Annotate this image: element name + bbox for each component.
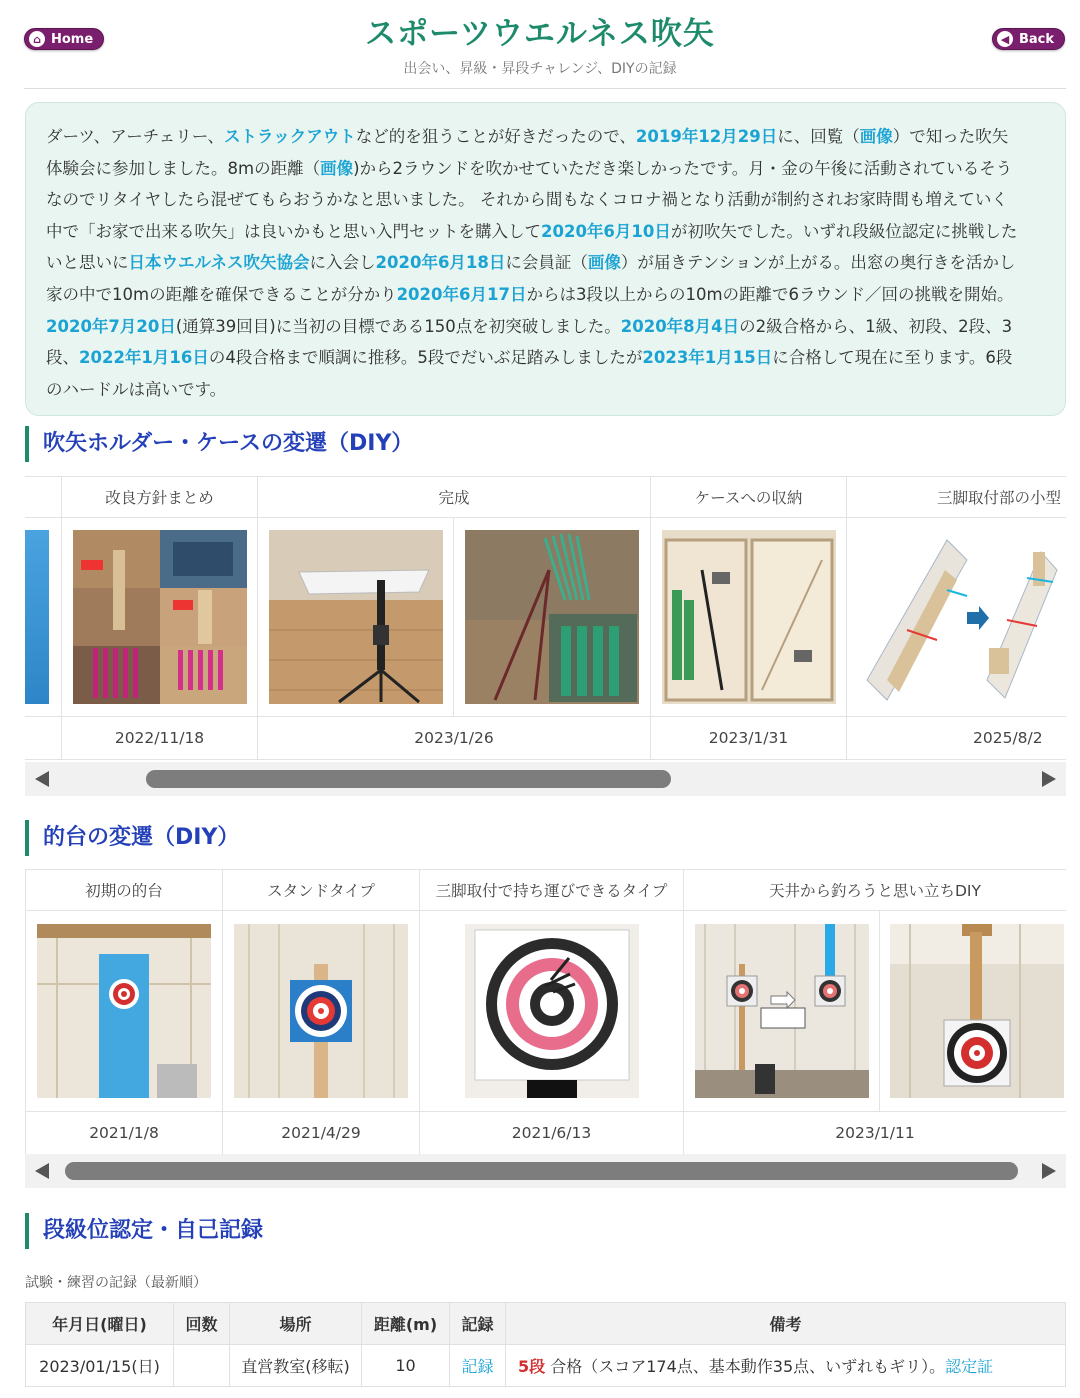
cell-date: 2023/01/15(日) bbox=[26, 1345, 174, 1387]
gallery-header-cell: 完成 bbox=[257, 477, 650, 517]
page-title: スポーツウエルネス吹矢 bbox=[365, 16, 715, 52]
header-divider bbox=[24, 88, 1066, 89]
gallery-image-cell bbox=[650, 518, 846, 716]
col-header-count: 回数 bbox=[174, 1303, 230, 1345]
scroll-left-arrow-icon[interactable] bbox=[35, 771, 49, 787]
back-button-label: Back bbox=[1018, 31, 1054, 47]
gallery-header-cell: スタンドタイプ bbox=[222, 870, 419, 910]
gallery-date-cell: 2021/6/13 bbox=[419, 1112, 683, 1154]
record-link[interactable]: 記録 bbox=[461, 1357, 494, 1376]
intro-text: (通算39回目)に当初の目標である150点を初突破しました。 bbox=[175, 316, 621, 336]
photo-ceiling-hang-1[interactable] bbox=[695, 924, 869, 1098]
gallery-date-cell: 2025/8/2 bbox=[846, 717, 1066, 759]
intro-line: なのでリタイヤしたら混ぜてもらおうかなと思いました。 それから間もなくコロナ禍となり活動が制約されお家時間も増えていく bbox=[46, 190, 1008, 210]
records-caption: 試験・練習の記録（最新順） bbox=[25, 1275, 207, 1291]
gallery-date-cell: 2022/11/18 bbox=[61, 717, 257, 759]
holder-scrollbar[interactable] bbox=[25, 762, 1066, 796]
intro-link-struckout[interactable]: ストラックアウト bbox=[224, 127, 356, 146]
intro-link-date[interactable]: 2020年6月17日 bbox=[396, 284, 527, 304]
photo-improvement-collage[interactable] bbox=[73, 530, 247, 704]
cell-note bbox=[506, 1345, 1066, 1387]
scroll-right-arrow-icon[interactable] bbox=[1042, 771, 1056, 787]
col-header-date: 年月日(曜日) bbox=[26, 1303, 174, 1345]
gallery-header-cell: 天井から釣ろうと思い立ちDIY bbox=[683, 870, 1066, 910]
scrollbar-thumb[interactable] bbox=[146, 770, 671, 788]
intro-text: に会員証（ bbox=[505, 253, 588, 273]
scrollbar-thumb[interactable] bbox=[65, 1162, 1018, 1180]
cell-record bbox=[450, 1345, 506, 1387]
target-gallery[interactable] bbox=[25, 869, 1066, 1189]
photo-holder-complete-2[interactable] bbox=[465, 530, 639, 704]
gallery-date-cell: 2021/4/29 bbox=[222, 1112, 419, 1154]
intro-text: いと思いに bbox=[46, 253, 129, 273]
intro-line bbox=[46, 153, 1045, 185]
scroll-left-arrow-icon[interactable] bbox=[35, 1163, 49, 1179]
intro-line bbox=[46, 279, 1045, 311]
gallery-date-row bbox=[25, 1111, 1066, 1155]
intro-line bbox=[46, 247, 1045, 279]
intro-text: の2級合格から、1級、初段、2段、3 bbox=[739, 316, 1013, 336]
gallery-header-cell: 三脚取付部の小型 bbox=[846, 477, 1066, 517]
table-row bbox=[26, 1345, 1066, 1387]
home-button-label: Home bbox=[51, 31, 94, 47]
gallery-image-cell bbox=[222, 911, 419, 1111]
photo-stand-type[interactable] bbox=[234, 924, 408, 1098]
intro-link-image[interactable]: 画像 bbox=[320, 158, 354, 178]
cell-distance: 10 bbox=[362, 1345, 450, 1387]
intro-link-date[interactable]: 2020年6月10日 bbox=[541, 221, 671, 241]
intro-text: ダーツ、アーチェリー、 bbox=[46, 127, 225, 146]
gallery-header-cell: ケースへの収納 bbox=[650, 477, 846, 517]
gallery-image-cell bbox=[25, 518, 61, 716]
intro-text: )から2ラウンドを吹かせていただき楽しかったです。月・金の午後に活動されているそう bbox=[353, 158, 1013, 178]
intro-line: のハードルは高いです。 bbox=[46, 379, 227, 399]
gallery-image-row bbox=[25, 911, 1066, 1111]
gallery-header-cell: 初期の的台 bbox=[25, 870, 222, 910]
records-table bbox=[25, 1302, 1066, 1387]
photo-tripod-target[interactable] bbox=[465, 924, 639, 1098]
gallery-date-cell: 2023/1/11 bbox=[683, 1112, 1066, 1154]
gallery-header-cell: 三脚取付で持ち運びできるタイプ bbox=[419, 870, 683, 910]
cell-place: 直営教室(移転) bbox=[230, 1345, 362, 1387]
intro-line bbox=[46, 121, 1045, 153]
page-subtitle: 出会い、昇級・昇段チャレンジ、DIYの記録 bbox=[403, 61, 677, 77]
gallery-header-row bbox=[25, 869, 1066, 911]
gallery-header-row bbox=[25, 476, 1066, 518]
intro-link-date[interactable]: 2020年6月18日 bbox=[375, 253, 506, 273]
cell-count bbox=[174, 1345, 230, 1387]
intro-text: に、回覧（ bbox=[777, 127, 860, 146]
intro-text: ）で知った吹矢 bbox=[892, 127, 1009, 146]
section-heading-holder: 吹矢ホルダー・ケースの変遷（DIY） bbox=[25, 426, 413, 462]
gallery-date-cell: 2021/1/8 bbox=[25, 1112, 222, 1154]
gallery-header-cell bbox=[25, 477, 61, 517]
col-header-note: 備考 bbox=[506, 1303, 1066, 1345]
intro-text: が初吹矢でした。いずれ段級位認定に挑戦した bbox=[670, 221, 1018, 241]
intro-text: ）が届きテンションが上がる。出窓の奥行きを活かし bbox=[620, 253, 1016, 273]
section-heading-records: 段級位認定・自己記録 bbox=[25, 1213, 263, 1249]
photo-tripod-mount-small[interactable] bbox=[857, 530, 1066, 704]
intro-line bbox=[46, 342, 1045, 374]
certificate-link[interactable]: 認定証 bbox=[945, 1357, 994, 1376]
gallery-date-cell: 2023/1/31 bbox=[650, 717, 846, 759]
intro-text: からは3段以上からの10mの距離で6ラウンド／回の挑戦を開始。 bbox=[526, 284, 1014, 304]
intro-link-image[interactable]: 画像 bbox=[587, 253, 621, 273]
intro-text: 中で「お家で出来る吹矢」は良いかもと思い入門セットを購入して bbox=[46, 221, 541, 241]
gallery-image-cell bbox=[683, 911, 879, 1111]
note-text: 合格（スコア174点、基本動作35点、いずれもギリ）。 bbox=[550, 1357, 946, 1376]
intro-link-association[interactable]: 日本ウエルネス吹矢協会 bbox=[128, 253, 310, 273]
intro-text: に入会し bbox=[309, 253, 376, 273]
col-header-distance: 距離(m) bbox=[362, 1303, 450, 1345]
col-header-record: 記録 bbox=[450, 1303, 506, 1345]
intro-link-date[interactable]: 2020年8月4日 bbox=[620, 316, 740, 336]
photo-holder-complete-1[interactable] bbox=[269, 530, 443, 704]
holder-gallery[interactable] bbox=[25, 476, 1066, 796]
intro-text: 体験会に参加しました。8mの距離（ bbox=[46, 158, 321, 178]
intro-box bbox=[25, 102, 1066, 416]
home-icon: ⌂ bbox=[29, 31, 45, 47]
dan-badge: 5段 bbox=[518, 1357, 546, 1376]
gallery-image-cell bbox=[846, 518, 1066, 716]
intro-text: 家の中で10mの距離を確保できることが分かり bbox=[46, 284, 397, 304]
col-header-place: 場所 bbox=[230, 1303, 362, 1345]
intro-text: 段、 bbox=[46, 348, 79, 368]
table-header-row bbox=[26, 1303, 1066, 1345]
gallery-date-row bbox=[25, 716, 1066, 760]
intro-link-date[interactable]: 2019年12月29日 bbox=[635, 127, 778, 146]
intro-line bbox=[46, 216, 1045, 248]
gallery-image-cell bbox=[257, 518, 453, 716]
gallery-image-cell bbox=[61, 518, 257, 716]
intro-link-date[interactable]: 2023年1月15日 bbox=[642, 348, 773, 368]
gallery-image-cell bbox=[419, 911, 683, 1111]
target-scrollbar[interactable] bbox=[25, 1154, 1066, 1188]
photo-partial[interactable] bbox=[25, 530, 49, 704]
intro-link-date[interactable]: 2020年7月20日 bbox=[46, 316, 176, 336]
gallery-image-row bbox=[25, 518, 1066, 716]
intro-link-date[interactable]: 2022年1月16日 bbox=[79, 348, 209, 368]
photo-case-storage[interactable] bbox=[662, 530, 836, 704]
intro-link-image[interactable]: 画像 bbox=[859, 127, 893, 146]
photo-initial-target-stand[interactable] bbox=[37, 924, 211, 1098]
intro-text: の4段合格まで順調に推移。5段でだいぶ足踏みしましたが bbox=[208, 348, 643, 368]
back-arrow-icon: ◀ bbox=[997, 31, 1013, 47]
intro-text: に合格して現在に至ります。6段 bbox=[772, 348, 1013, 368]
intro-line bbox=[46, 311, 1045, 343]
gallery-image-cell bbox=[879, 911, 1066, 1111]
gallery-header-cell: 改良方針まとめ bbox=[61, 477, 257, 517]
gallery-date-cell: 2023/1/26 bbox=[257, 717, 650, 759]
section-heading-target: 的台の変遷（DIY） bbox=[25, 820, 239, 856]
back-button[interactable] bbox=[992, 28, 1065, 50]
gallery-date-cell bbox=[25, 717, 61, 759]
gallery-image-cell bbox=[25, 911, 222, 1111]
gallery-image-cell bbox=[453, 518, 650, 716]
intro-text: など的を狙うことが好きだったので、 bbox=[355, 127, 636, 146]
scroll-right-arrow-icon[interactable] bbox=[1042, 1163, 1056, 1179]
photo-ceiling-hang-2[interactable] bbox=[890, 924, 1064, 1098]
